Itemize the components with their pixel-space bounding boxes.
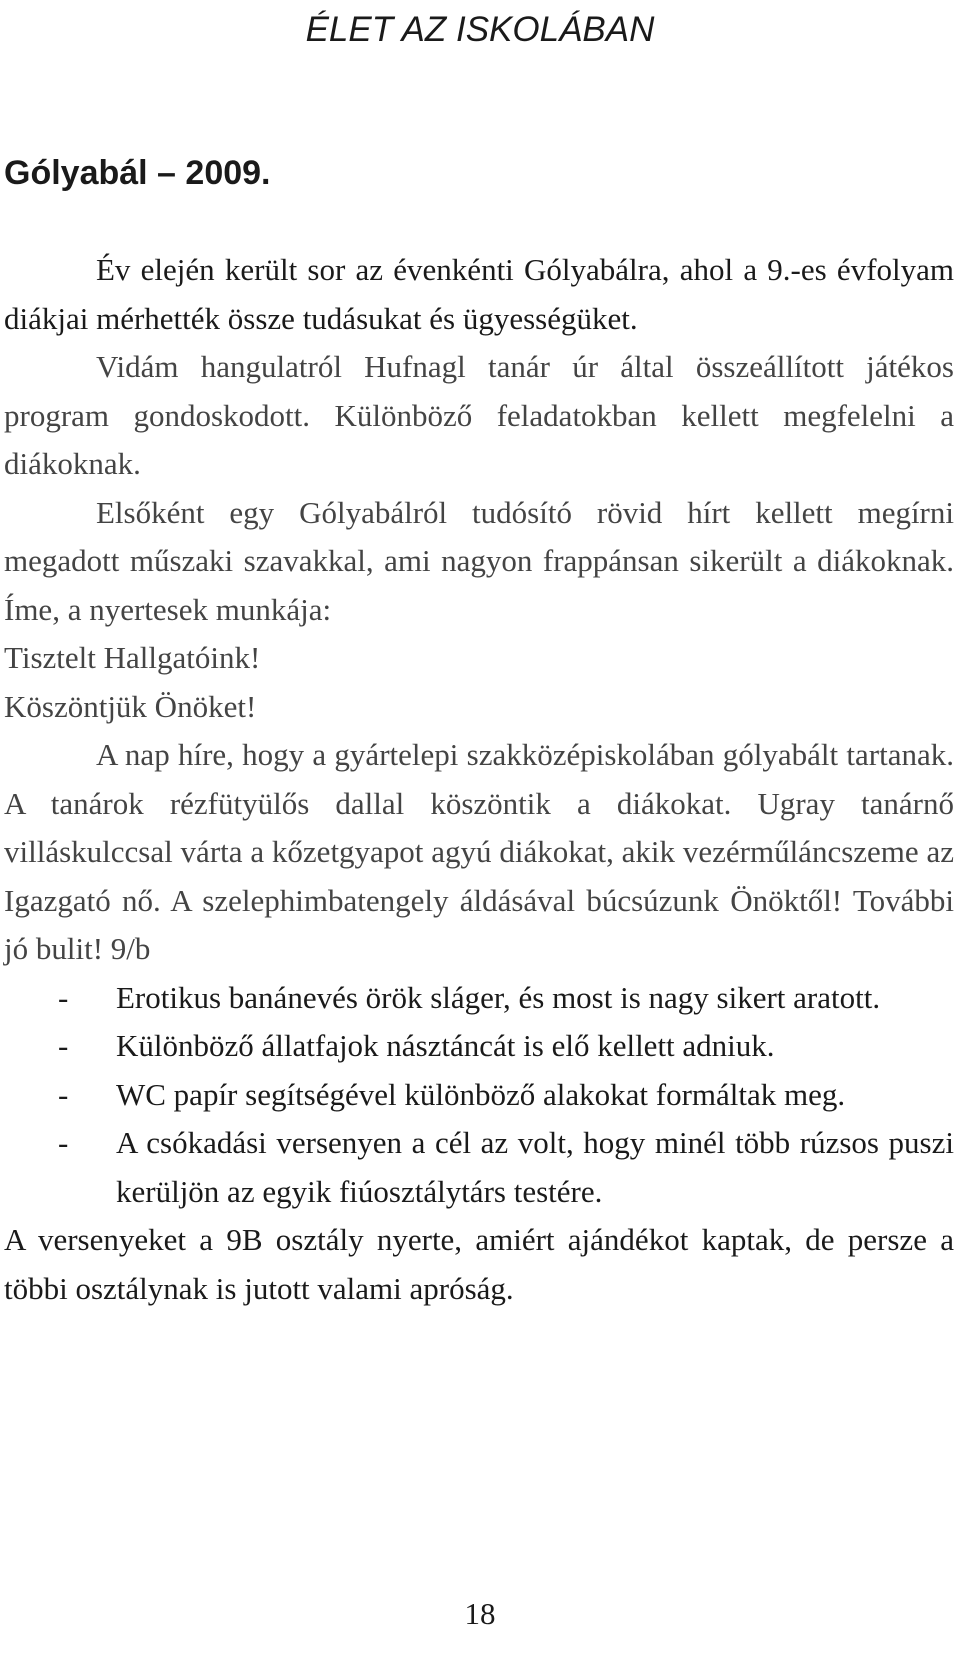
- paragraph-closing: A versenyeket a 9B osztály nyerte, amiért ajándékot kaptak, de persze a többi osztálynak is jutott valami apróság.: [4, 1222, 954, 1306]
- list-item-text: Különböző állatfajok násztáncát is elő kellett adniuk.: [116, 1028, 775, 1063]
- paragraph-first-task: Elsőként egy Gólyabálról tudósító rövid hírt kellett megírni megadott műszaki szavakkal, ami nagyon frappánsan sikerült a diákoknak. Íme, a nyertesek munkája:: [4, 494, 954, 627]
- paragraph-greeting: Tisztelt Hallgatóink!: [4, 640, 261, 675]
- list-marker: -: [58, 1125, 69, 1160]
- paragraph-news: A nap híre, hogy a gyártelepi szakközépiskolában gólyabált tartanak. A tanárok rézfütyülős dallal köszöntik a diákokat. Ugray tanárnő villáskulccsal várta a kőzetgyapot agyú diákokat, akik vezérműláncszeme az Igazgató nő. A szelephimbatengely áldásával búcsúzunk Önöktől! További jó bulit! 9/b: [4, 737, 954, 966]
- task-list: [4, 974, 954, 1217]
- list-marker: -: [58, 1076, 69, 1112]
- paragraph-program: Vidám hangulatról Hufnagl tanár úr által összeállított játékos program gondoskodott. Különböző feladatokban kellett megfelelni a diákoknak.: [4, 349, 954, 481]
- list-item: [4, 1119, 954, 1216]
- list-item-text: Erotikus banánevés örök sláger, és most is nagy sikert aratott.: [116, 979, 881, 1015]
- paragraph-welcome: Köszöntjük Önöket!: [4, 688, 257, 724]
- section-header: ÉLET AZ ISKOLÁBAN: [305, 10, 655, 49]
- page-number: 18: [464, 1596, 496, 1631]
- paragraph-intro: Év elején került sor az évenkénti Gólyabálra, ahol a 9.-es évfolyam diákjai mérhették össze tudásukat és ügyességüket.: [4, 252, 954, 336]
- list-item-text: WC papír segítségével különböző alakokat formáltak meg.: [116, 1076, 846, 1112]
- list-marker: -: [58, 1028, 69, 1063]
- list-marker: -: [58, 979, 69, 1015]
- article-title: Gólyabál – 2009.: [4, 154, 271, 192]
- list-item: [4, 1022, 954, 1071]
- list-item: [4, 1071, 954, 1120]
- list-item-text: A csókadási versenyen a cél az volt, hogy minél több rúzsos puszi kerüljön az egyik fiúosztálytárs testére.: [116, 1125, 954, 1209]
- list-item: [4, 974, 954, 1023]
- article-body: [4, 246, 954, 1313]
